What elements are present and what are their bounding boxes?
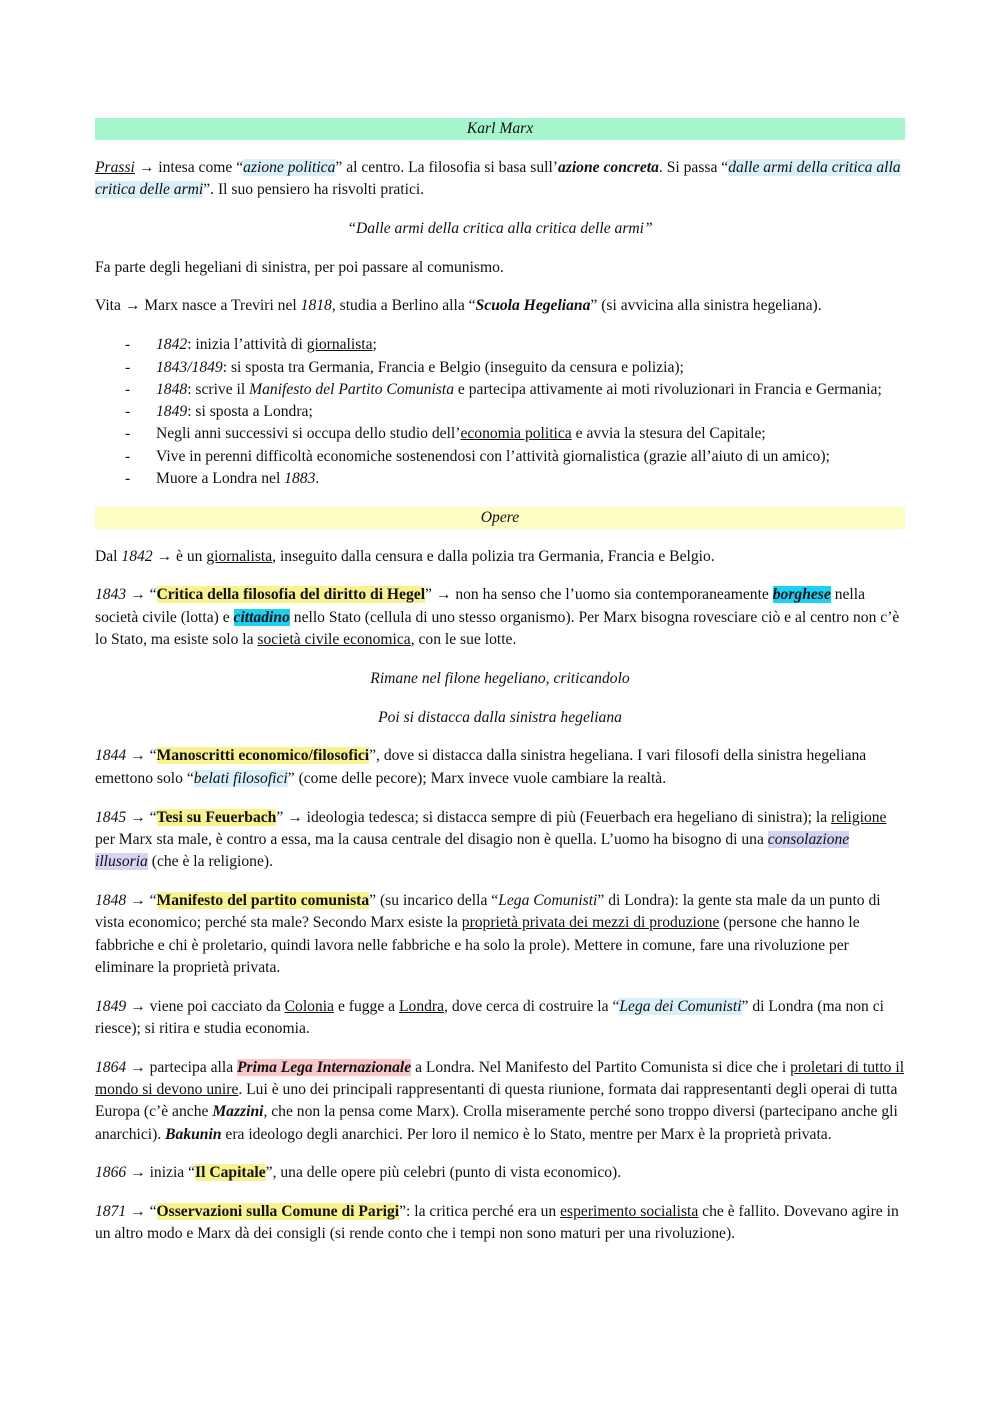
highlight-azione-politica: azione politica xyxy=(243,158,336,176)
paragraph-vita xyxy=(95,295,905,317)
underlined-term: esperimento socialista xyxy=(560,1203,699,1221)
text: : si sposta tra Germania, Francia e Belgio (inseguito da censura e polizia); xyxy=(222,358,684,376)
underlined-term: società civile economica xyxy=(257,631,411,649)
term-scuola-hegeliana: Scuola Hegeliana xyxy=(475,297,591,315)
text: . Lui è uno dei principali rappresentanti di questa riunione, formata dai rappresentanti degli operai di tutta Europa (c’è anche xyxy=(95,1081,898,1121)
term-azione-concreta: azione concreta xyxy=(557,158,659,176)
text: ” (si avvicina alla sinistra hegeliana). xyxy=(590,297,822,315)
underlined-term: giornalista xyxy=(306,336,373,354)
text: e fugge a xyxy=(334,997,399,1015)
paragraph-prassi xyxy=(95,157,905,202)
text: (che è la religione). xyxy=(147,853,273,871)
paragraph-1845 xyxy=(95,807,905,874)
work-title: Critica della filosofia del diritto di Hegel xyxy=(156,586,426,604)
year: 1843 xyxy=(95,586,127,604)
highlight-lega-dei-comunisti: Lega dei Comunisti xyxy=(619,997,742,1015)
list-item xyxy=(95,401,905,423)
underlined-term: economia politica xyxy=(460,425,572,443)
year: 1849 xyxy=(95,997,127,1015)
text: nello Stato (cellula di uno stesso organismo). Per Marx bisogna rovesciare ciò e al centro non c’è lo Stato, ma esiste solo la xyxy=(95,608,900,649)
year: 1849 xyxy=(156,403,188,421)
text: ” di Londra): la gente sta male da un punto di vista economico; perché sta male? Secondo Marx esiste la xyxy=(95,891,881,932)
text: → “ xyxy=(126,747,157,765)
text: : inizia l’attività di xyxy=(187,336,307,354)
text: → intesa come “ xyxy=(134,158,244,176)
work-title: Manoscritti economico/filosofici xyxy=(156,747,370,765)
paragraph-1843 xyxy=(95,584,905,651)
text: . Si passa “ xyxy=(658,158,729,176)
paragraph-1848 xyxy=(95,890,905,979)
text: (persone che hanno le fabbriche e chi è proletario, quindi lavora nelle fabbriche e ha solo la prole). Mettere in comune, fare una rivoluzione per eliminare la proprietà privata. xyxy=(95,914,860,976)
section-heading-opere: Opere xyxy=(95,507,905,529)
highlight-consolazione: consolazione illusoria xyxy=(95,830,850,871)
list-item xyxy=(95,446,905,468)
highlight-cittadino: cittadino xyxy=(233,608,290,626)
text: , inseguito dalla censura e dalla polizia tra Germania, Francia e Belgio. xyxy=(272,547,715,565)
paragraph-1842 xyxy=(95,546,905,568)
text: Muore a Londra nel xyxy=(156,470,285,488)
text: → partecipa alla xyxy=(126,1058,238,1076)
list-item xyxy=(95,334,905,356)
year: 1871 xyxy=(95,1203,127,1221)
year: 1844 xyxy=(95,747,127,765)
list-item xyxy=(95,379,905,401)
paragraph-1866 xyxy=(95,1162,905,1184)
year: 1848 xyxy=(156,380,188,398)
paragraph-1844 xyxy=(95,745,905,790)
text: : si sposta a Londra; xyxy=(187,403,313,421)
year: 1818 xyxy=(300,297,332,315)
term-bakunin: Bakunin xyxy=(165,1125,222,1143)
text: ”: la critica perché era un xyxy=(399,1203,561,1221)
text: ” → ideologia tedesca; si distacca sempre di più (Feuerbach era hegeliano di sinistra); la xyxy=(276,808,832,826)
text: che è fallito. Dovevano agire in un altro modo e Marx dà dei consigli (si rende conto che i tempi non sono maturi per una rivoluzione). xyxy=(95,1203,899,1243)
text: e partecipa attivamente ai moti rivoluzionari in Francia e Germania; xyxy=(454,380,882,398)
list-item xyxy=(95,423,905,445)
text: Vita → Marx nasce a Treviri nel xyxy=(95,297,301,315)
quote-dalle-armi: “Dalle armi della critica alla critica delle armi” xyxy=(347,219,653,237)
text: → inizia “ xyxy=(126,1164,196,1182)
text: nella società civile (lotta) e xyxy=(95,586,865,626)
life-events-list xyxy=(95,334,905,490)
text: ” → non ha senso che l’uomo sia contemporaneamente xyxy=(425,586,773,604)
text: , studia a Berlino alla “ xyxy=(331,297,476,315)
work-title: Tesi su Feuerbach xyxy=(156,808,277,826)
text: Dal xyxy=(95,547,122,565)
underlined-term: proprietà privata dei mezzi di produzione xyxy=(461,914,720,932)
section-heading-karl-marx: Karl Marx xyxy=(95,118,905,140)
underlined-term: proletari di tutto il mondo si devono unire xyxy=(95,1058,905,1098)
highlight-quote-armi: dalle armi della critica alla critica delle armi xyxy=(95,158,901,199)
highlight-belati: belati filosofici xyxy=(193,769,288,787)
term-lega-comunisti: Lega Comunisti xyxy=(498,891,598,909)
text: → “ xyxy=(126,808,157,826)
note-rimane: Rimane nel filone hegeliano, criticandolo xyxy=(370,669,630,687)
text: a Londra. Nel Manifesto del Partito Comunista si dice che i xyxy=(411,1058,791,1076)
underlined-term: Londra xyxy=(399,997,445,1015)
text: → è un xyxy=(152,547,207,565)
text: , con le sue lotte. xyxy=(410,631,517,649)
highlight-borghese: borghese xyxy=(772,586,831,604)
year: 1864 xyxy=(95,1058,127,1076)
year: 1845 xyxy=(95,808,127,826)
year: 1883 xyxy=(284,470,316,488)
text: → viene poi cacciato da xyxy=(126,997,285,1015)
year: 1866 xyxy=(95,1164,127,1182)
text: , che non la pensa come Marx). Crolla miseramente perché sono troppo diversi (partecipano anche gli anarchici). xyxy=(95,1103,898,1143)
paragraph-hegeliani: Fa parte degli hegeliani di sinistra, per poi passare al comunismo. xyxy=(95,258,504,276)
work-title: Il Capitale xyxy=(195,1164,266,1182)
text: era ideologo degli anarchici. Per loro il nemico è lo Stato, mentre per Marx è la proprietà privata. xyxy=(221,1125,832,1143)
year: 1843/1849 xyxy=(156,358,223,376)
year: 1842 xyxy=(156,336,188,354)
text: Vive in perenni difficoltà economiche sostenendosi con l’attività giornalistica (grazie all’aiuto di un amico); xyxy=(156,447,830,465)
year: 1842 xyxy=(121,547,153,565)
paragraph-1864 xyxy=(95,1057,905,1146)
text: ” di Londra (ma non ci riesce); si ritira e studia economia. xyxy=(95,997,884,1037)
text: ” (su incarico della “ xyxy=(369,891,499,909)
paragraph-1849 xyxy=(95,996,905,1041)
paragraph-1871 xyxy=(95,1201,905,1246)
text: : scrive il xyxy=(187,380,250,398)
text: ”. Il suo pensiero ha risvolti pratici. xyxy=(203,181,425,199)
text: ”, una delle opere più celebri (punto di vista economico). xyxy=(265,1164,622,1182)
underlined-term: religione xyxy=(831,808,887,826)
text: → “ xyxy=(126,1203,157,1221)
text: , dove cerca di costruire la “ xyxy=(444,997,620,1015)
highlight-prima-lega: Prima Lega Internazionale xyxy=(237,1058,412,1076)
text: → “ xyxy=(126,891,157,909)
list-item xyxy=(95,468,905,490)
text: . xyxy=(315,470,320,488)
text: e avvia la stesura del Capitale; xyxy=(571,425,766,443)
work-title: Osservazioni sulla Comune di Parigi xyxy=(156,1203,400,1221)
term-prassi: Prassi xyxy=(95,158,135,176)
text: Negli anni successivi si occupa dello studio dell’ xyxy=(156,425,461,443)
underlined-term: giornalista xyxy=(206,547,273,565)
text: ; xyxy=(372,336,377,354)
note-distacca: Poi si distacca dalla sinistra hegeliana xyxy=(378,708,622,726)
year: 1848 xyxy=(95,891,127,909)
text: ” (come delle pecore); Marx invece vuole cambiare la realtà. xyxy=(287,769,667,787)
text: per Marx sta male, è contro a essa, ma la causa centrale del disagio non è quella. L’uomo ha bisogno di una xyxy=(95,830,768,848)
text: ” al centro. La filosofia si basa sull’ xyxy=(335,158,558,176)
list-item xyxy=(95,357,905,379)
text: ”, dove si distacca dalla sinistra hegeliana. I vari filosofi della sinistra hegeliana emettono solo “ xyxy=(95,747,867,787)
term-mazzini: Mazzini xyxy=(212,1103,264,1121)
work-title: Manifesto del Partito Comunista xyxy=(249,380,455,398)
text: → “ xyxy=(126,586,157,604)
work-title: Manifesto del partito comunista xyxy=(156,891,370,909)
underlined-term: Colonia xyxy=(284,997,335,1015)
